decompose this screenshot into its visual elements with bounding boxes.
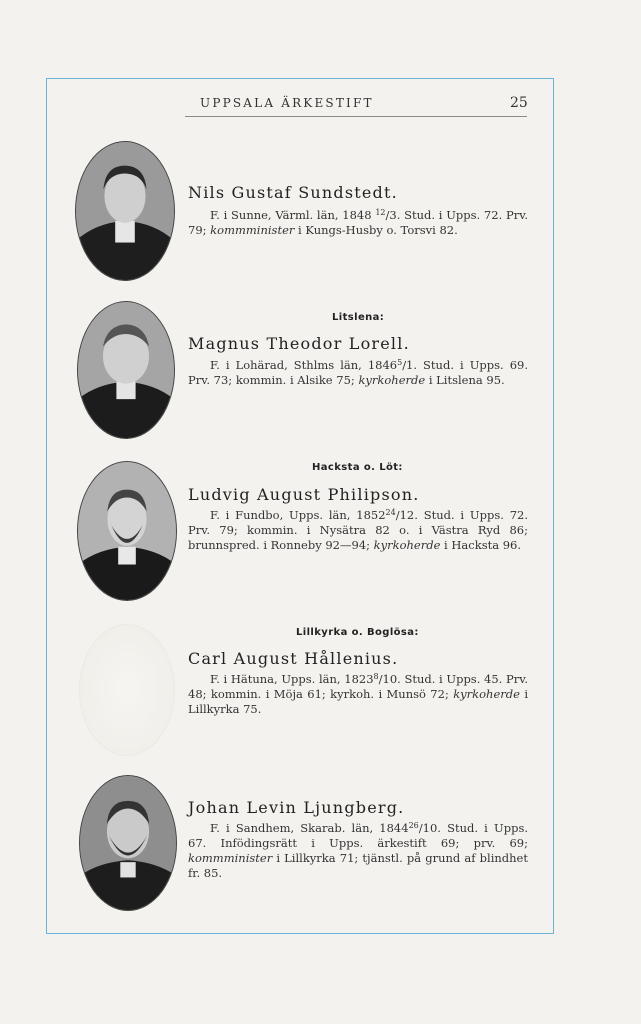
parish-heading: Litslena: bbox=[332, 312, 385, 323]
entry-name: Johan Levin Ljungberg. bbox=[188, 798, 405, 817]
entry-text: F. i Lohärad, Sthlms län, 1846$^5$/1. Stud. i Upps. 69. Prv. 73; kommin. i Alsike 75; kyrkoherde i Litslena 95. bbox=[188, 358, 528, 387]
parish-heading: Lillkyrka o. Boglösa: bbox=[296, 627, 419, 638]
entry-text: F. i Sunne, Värml. län, 1848 $^{12}$/3. Stud. i Upps. 72. Prv. 79; kommminister i Kungs-Husby o. Torsvi 82. bbox=[188, 208, 528, 237]
running-header: UPPSALA ÄRKESTIFT bbox=[200, 96, 374, 110]
entry-name: Carl August Hållenius. bbox=[188, 649, 399, 668]
entry-text: F. i Fundbo, Upps. län, 1852$^{24}$/12. Stud. i Upps. 72. Prv. 79; kommin. i Nysätra 82 o. i Västra Ryd 86; brunnspred. i Ronneby 92—94; kyrkoherde i Hacksta 96. bbox=[188, 508, 528, 552]
portrait-photo bbox=[77, 461, 177, 601]
portrait-photo bbox=[75, 141, 175, 281]
portrait-photo bbox=[79, 775, 177, 911]
entry-text: F. i Sandhem, Skarab. län, 1844$^{26}$/10. Stud. i Upps. 67. Infödingsrätt i Upps. ärkestift 69; prv. 69; kommminister i Lillkyrka 71; tjänstl. på grund af blindhet fr. 85. bbox=[188, 821, 529, 880]
page-number: 25 bbox=[510, 95, 528, 111]
portrait-photo-faded bbox=[79, 624, 175, 756]
parish-heading: Hacksta o. Löt: bbox=[312, 462, 403, 473]
entry-text: F. i Hätuna, Upps. län, 1823$^8$/10. Stud. i Upps. 45. Prv. 48; kommin. i Möja 61; kyrkoh. i Munsö 72; kyrkoherde i Lillkyrka 75. bbox=[188, 672, 529, 716]
entry-name: Magnus Theodor Lorell. bbox=[188, 334, 410, 353]
header-rule bbox=[185, 116, 527, 117]
entry-name: Nils Gustaf Sundstedt. bbox=[188, 183, 398, 202]
portrait-photo bbox=[77, 301, 175, 439]
entry-name: Ludvig August Philipson. bbox=[188, 485, 420, 504]
